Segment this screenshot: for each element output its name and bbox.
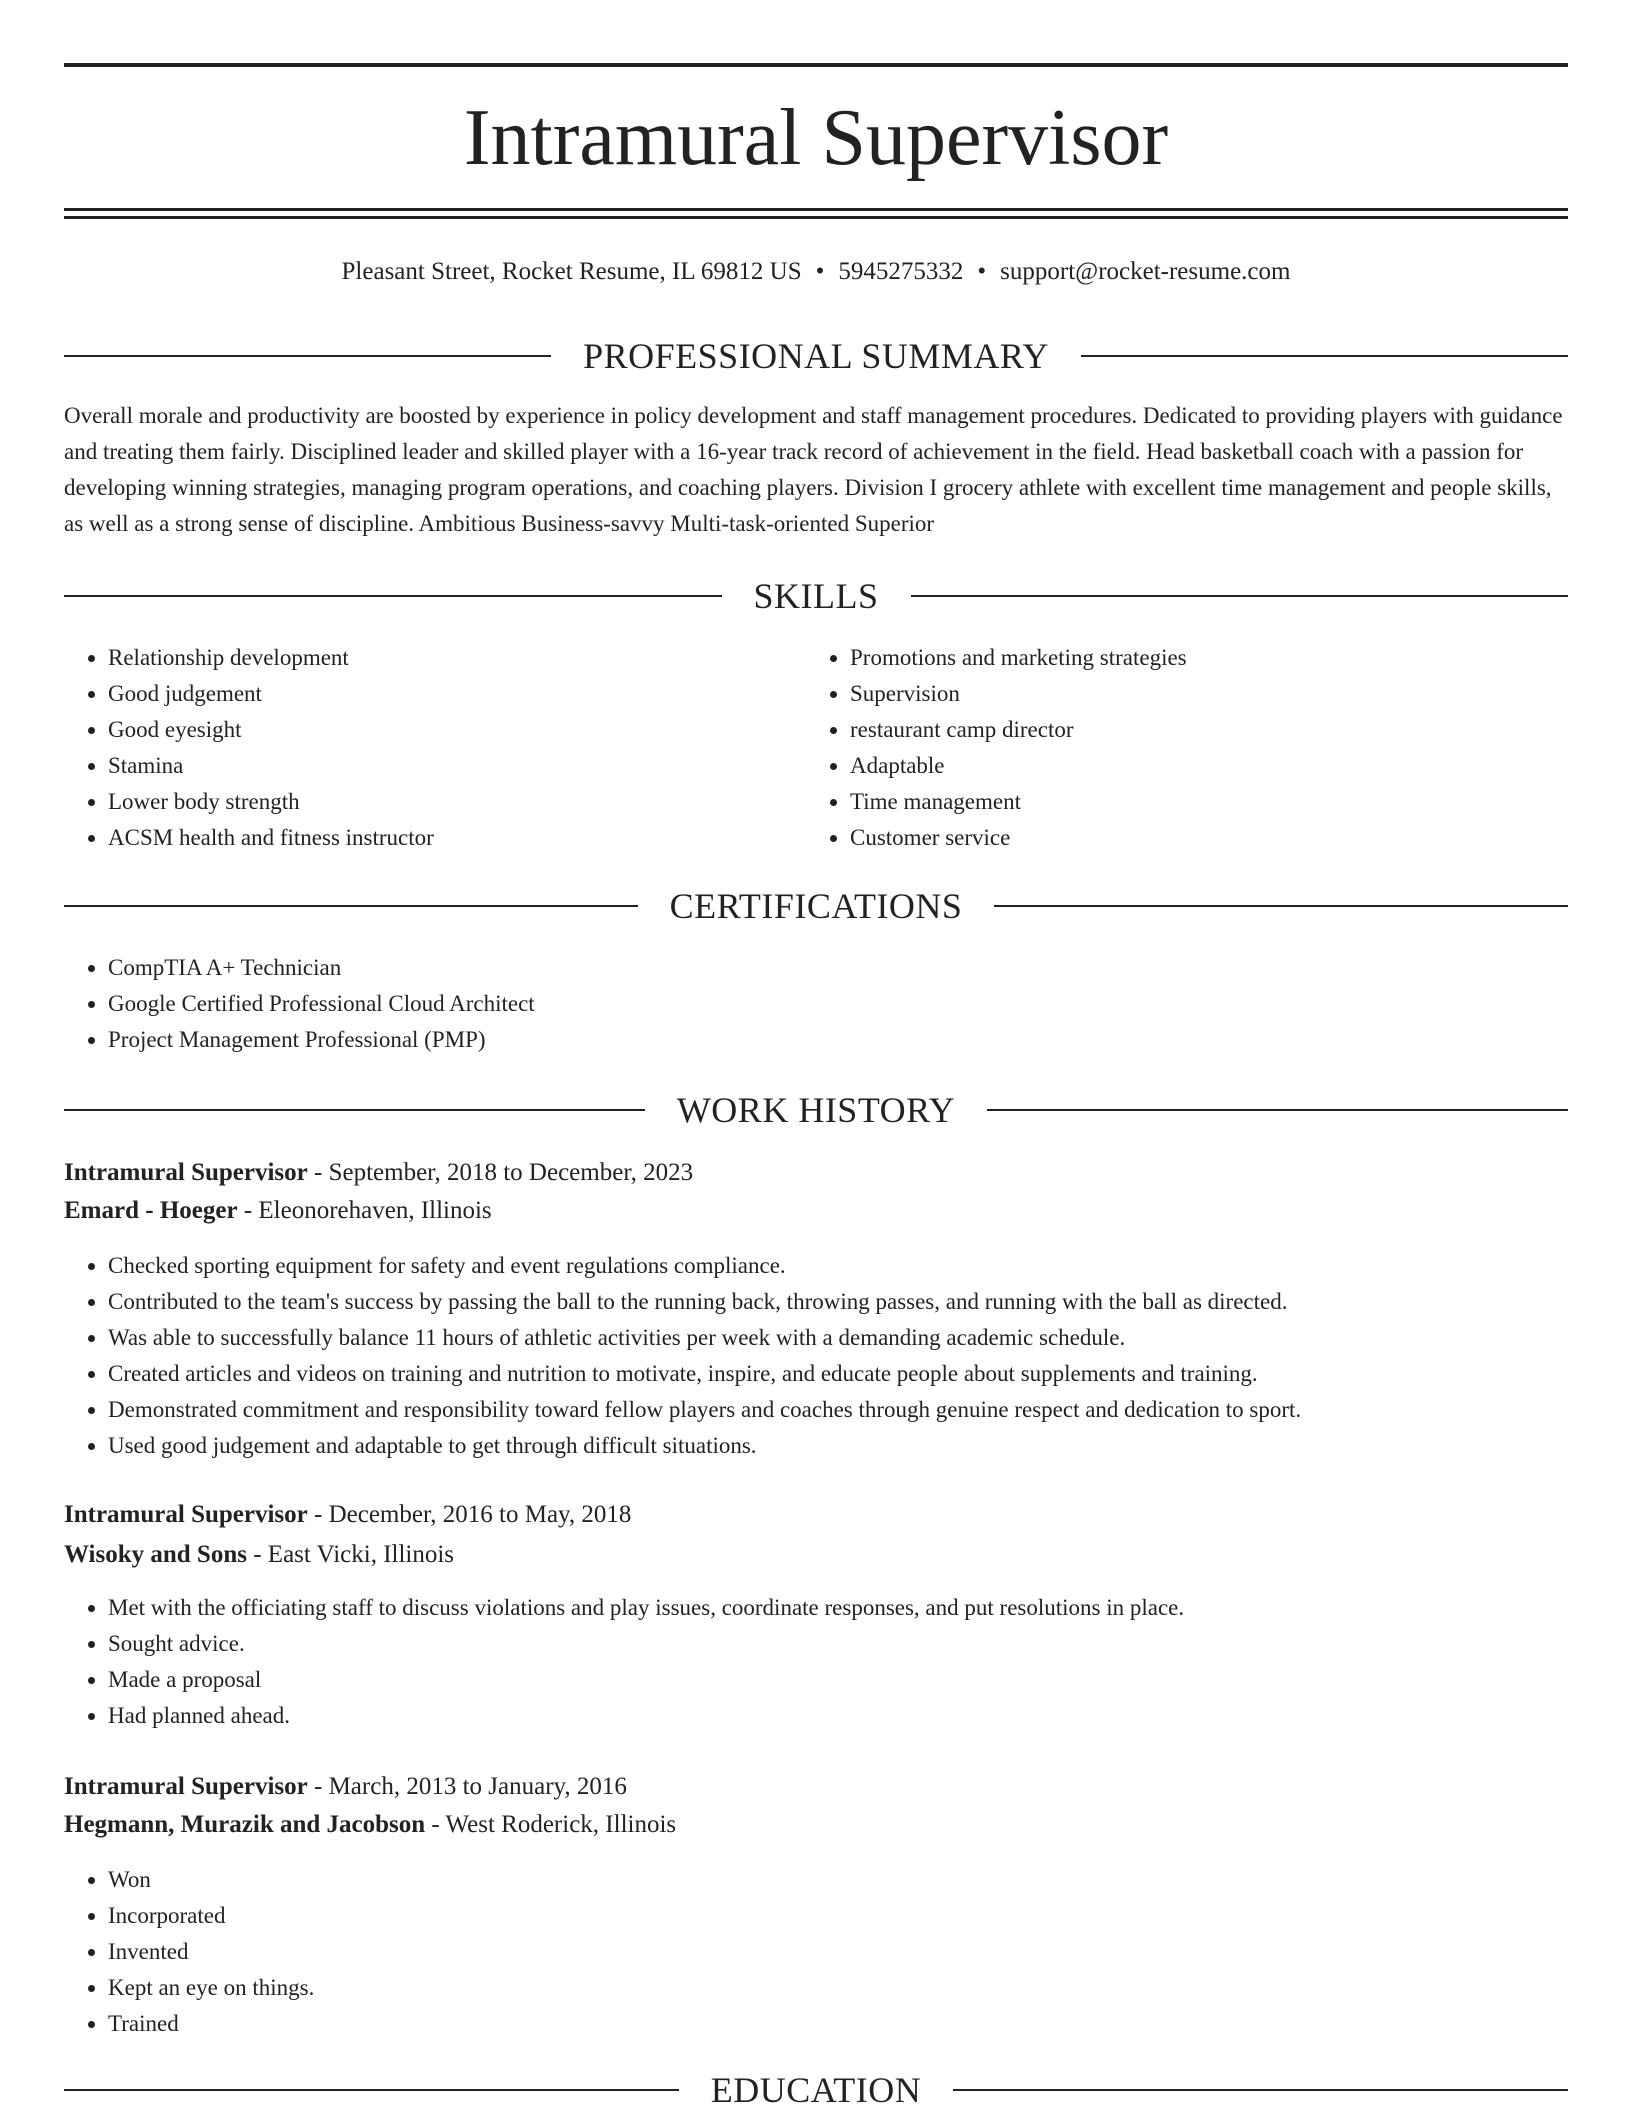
job-bullet: • Had planned ahead. [108,1698,1568,1734]
job-bullet: • Contributed to the team's success by passing the ball to the running back, throwing passes, and running with the ball as directed. [108,1284,1568,1320]
skills-heading-title: SKILLS [753,576,879,616]
job-dates: - December, 2016 to May, 2018 [307,1501,632,1528]
contact-separator: • [815,258,825,285]
contact-line [64,254,1568,290]
job-bullet: • Kept an eye on things. [108,1970,1568,2006]
job-bullet: • Trained [108,2006,1568,2042]
heading-rule [994,905,1568,907]
job-bullet: • Created articles and videos on training and nutrition to motivate, inspire, and educate people about supplements and training. [108,1356,1568,1392]
certifications-heading [64,884,1568,928]
job-bullet: • Incorporated [108,1898,1568,1934]
contact-phone: 5945275332 [838,258,964,285]
heading-rule [64,355,551,357]
job-bullet: • Won [108,1862,1568,1898]
summary-text: Overall morale and productivity are boosted by experience in policy development and staff management procedures. Dedicated to providing players with guidance and treating them fairly. Disciplined leader and skilled player with a 16-year track record of achievement in the field. Head basketball coach with a passion for developing winning strategies, managing program operations, and coaching players. Division I grocery athlete with excellent time management and people skills, as well as a strong sense of discipline. Ambitious Business-savvy Multi-task-oriented Superior [64,403,1563,536]
header-double-rule-lower [64,216,1568,219]
job-bullet: • Sought advice. [108,1626,1568,1662]
job-company: Wisoky and Sons [64,1541,247,1568]
work-history-heading-title: WORK HISTORY [676,1090,956,1130]
heading-rule [953,2089,1568,2091]
skill-item: • Stamina [108,748,804,784]
skill-item: • Time management [850,784,1568,820]
job-company: Emard - Hoeger [64,1197,238,1224]
job-title-line [64,1768,1568,1806]
skill-item: • Supervision [850,676,1568,712]
job-bullet: • Checked sporting equipment for safety and event regulations compliance. [108,1248,1568,1284]
job-bullet: • Used good judgement and adaptable to get through difficult situations. [108,1428,1568,1464]
job-bullet: • Made a proposal [108,1662,1568,1698]
heading-rule [1081,355,1568,357]
skills-column-left [64,640,804,856]
job-company-line [64,1806,1568,1844]
job-bullet: • Invented [108,1934,1568,1970]
header-double-rule-upper [64,208,1568,211]
job-title: Intramural Supervisor [64,1501,308,1528]
job-title: Intramural Supervisor [64,1773,308,1800]
heading-rule [911,595,1569,597]
summary-heading-title: PROFESSIONAL SUMMARY [583,336,1049,376]
skill-item: • Relationship development [108,640,804,676]
skill-item: • Customer service [850,820,1568,856]
certification-item: • Project Management Professional (PMP) [108,1022,1568,1058]
certifications-heading-title: CERTIFICATIONS [669,886,963,926]
heading-rule [64,595,722,597]
job-location: - Eleonorehaven, Illinois [237,1197,492,1224]
work-history-heading [64,1088,1568,1132]
skill-item: • Adaptable [850,748,1568,784]
certification-item: • CompTIA A+ Technician [108,950,1568,986]
heading-rule [64,1109,645,1111]
contact-separator: • [977,258,987,285]
job-location: - West Roderick, Illinois [425,1811,677,1838]
job-company-line [64,1536,1568,1574]
certification-item: • Google Certified Professional Cloud Architect [108,986,1568,1022]
contact-address: Pleasant Street, Rocket Resume, IL 69812 US [341,258,802,285]
skills-column-right [806,640,1568,856]
skill-item: • Good eyesight [108,712,804,748]
skill-item: • restaurant camp director [850,712,1568,748]
job-bullet: • Met with the officiating staff to discuss violations and play issues, coordinate responses, and put resolutions in place. [108,1590,1568,1626]
resume-name: Intramural Supervisor [463,94,1169,182]
job-title-line [64,1496,1568,1534]
certifications-list [64,950,1568,1058]
job-bullet: • Was able to successfully balance 11 hours of athletic activities per week with a demanding academic schedule. [108,1320,1568,1356]
job-bullets [64,1248,1568,1464]
heading-rule [64,2089,679,2091]
skill-item: • ACSM health and fitness instructor [108,820,804,856]
skills-heading [64,574,1568,618]
heading-rule [987,1109,1568,1111]
job-location: - East Vicki, Illinois [246,1541,455,1568]
job-bullets [64,1862,1568,2042]
education-heading-title: EDUCATION [710,2070,922,2110]
skill-item: • Good judgement [108,676,804,712]
job-dates: - March, 2013 to January, 2016 [307,1773,627,1800]
skill-item: • Promotions and marketing strategies [850,640,1568,676]
top-rule [64,63,1568,67]
job-title: Intramural Supervisor [64,1159,308,1186]
job-company: Hegmann, Murazik and Jacobson [64,1811,426,1838]
education-heading [64,2068,1568,2112]
contact-email: support@rocket-resume.com [1000,258,1291,285]
job-bullets [64,1590,1568,1734]
job-company-line [64,1192,1568,1230]
skill-item: • Lower body strength [108,784,804,820]
job-title-line [64,1154,1568,1192]
job-dates: - September, 2018 to December, 2023 [307,1159,694,1186]
job-bullet: • Demonstrated commitment and responsibility toward fellow players and coaches through genuine respect and dedication to sport. [108,1392,1568,1428]
heading-rule [64,905,638,907]
summary-heading [64,334,1568,378]
